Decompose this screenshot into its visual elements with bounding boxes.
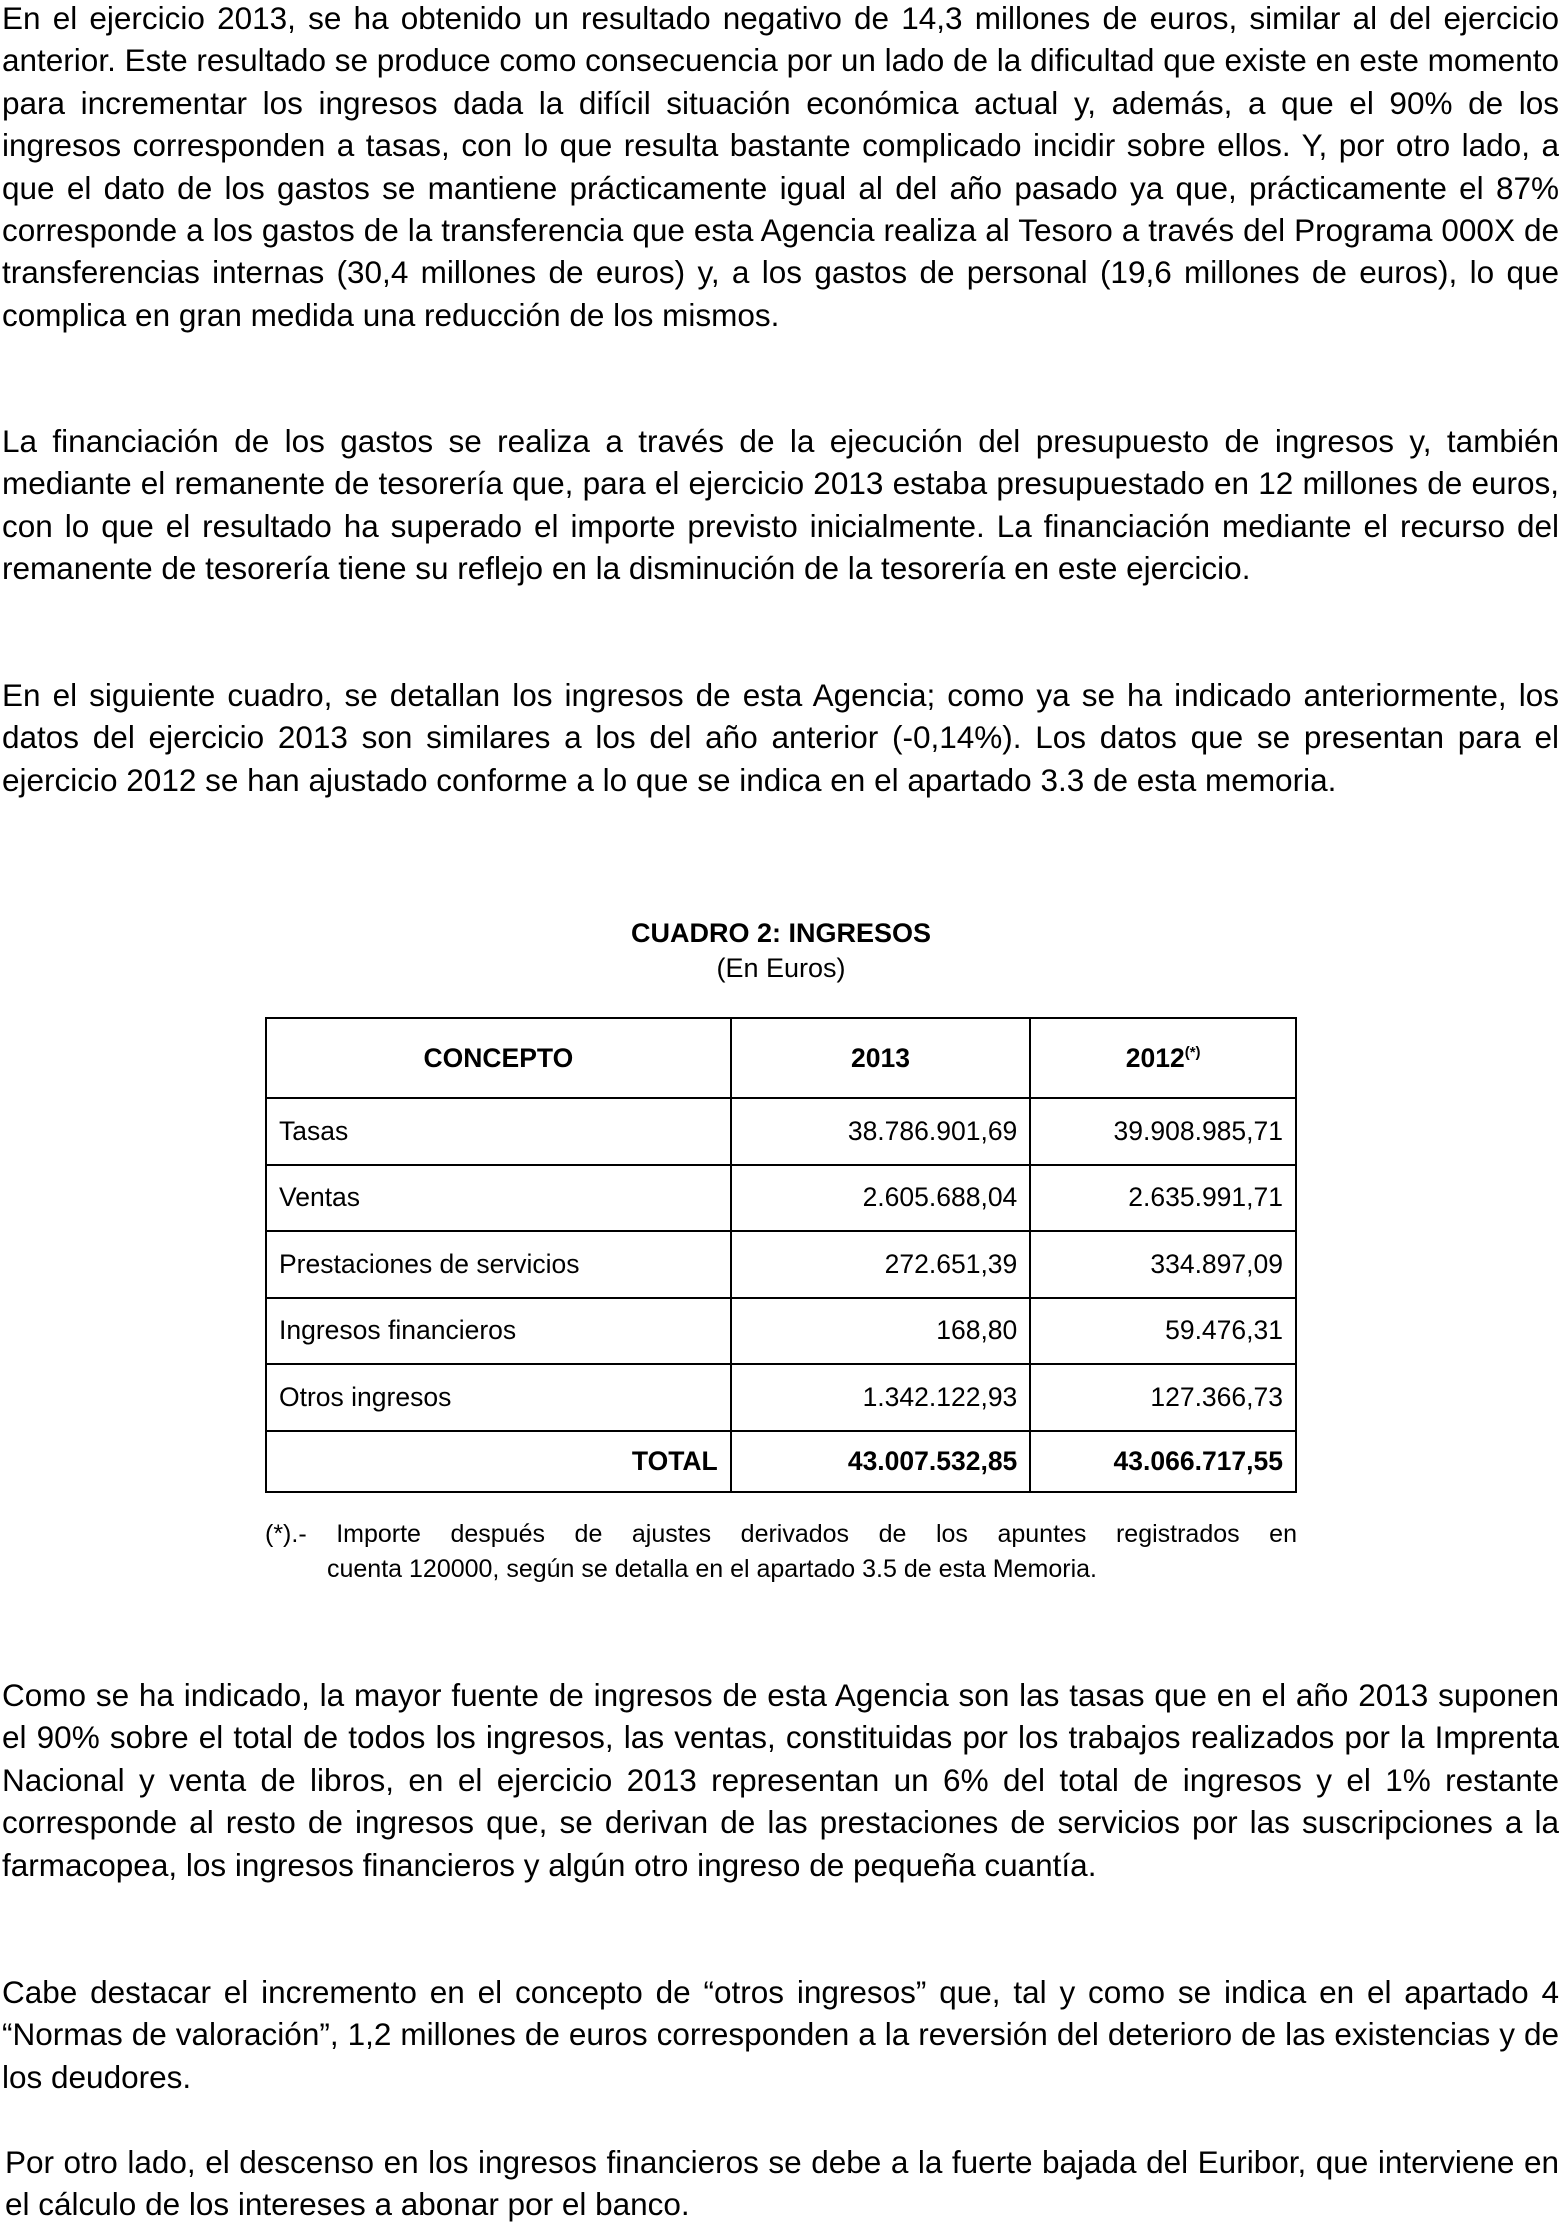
- row-concept: Otros ingresos: [266, 1364, 731, 1431]
- row-value-2012: 39.908.985,71: [1030, 1098, 1296, 1165]
- header-concepto: CONCEPTO: [266, 1018, 731, 1098]
- total-value-2013: 43.007.532,85: [731, 1431, 1031, 1492]
- paragraph-ingresos-financieros: Por otro lado, el descenso en los ingresos financieros se debe a la fuerte bajada del Euribor, que interviene en el cálculo de los intereses a abonar por el banco.: [5, 2144, 1559, 2223]
- paragraph-financiacion: La financiación de los gastos se realiza a través de la ejecución del presupuesto de ingresos y, también mediante el remanente de tesorería que, para el ejercicio 2013 estaba presupuestado en 12 millones de euros, con lo que el resultado ha superado el importe previsto inicialmente. La financiación mediante el recurso del remanente de tesorería tiene su reflejo en la disminución de la tesorería en este ejercicio.: [2, 423, 1559, 587]
- table-footnote: [265, 1517, 1297, 1587]
- table-row: [266, 1098, 1296, 1165]
- table-total-row: [266, 1431, 1296, 1492]
- table-footnote-line2: cuenta 120000, según se detalla en el apartado 3.5 de esta Memoria.: [327, 1555, 1097, 1583]
- row-concept: Ingresos financieros: [266, 1298, 731, 1365]
- row-value-2012: 2.635.991,71: [1030, 1165, 1296, 1232]
- row-value-2013: 38.786.901,69: [731, 1098, 1031, 1165]
- paragraph-otros-ingresos: Cabe destacar el incremento en el concepto de “otros ingresos” que, tal y como se indica en el apartado 4 “Normas de valoración”, 1,2 millones de euros corresponden a la reversión del deterioro de las existencias y de los deudores.: [2, 1974, 1559, 2095]
- row-value-2013: 272.651,39: [731, 1231, 1031, 1298]
- row-value-2013: 1.342.122,93: [731, 1364, 1031, 1431]
- row-value-2012: 334.897,09: [1030, 1231, 1296, 1298]
- row-value-2012: 127.366,73: [1030, 1364, 1296, 1431]
- table-header-row: [266, 1018, 1296, 1098]
- table-subtitle: (En Euros): [716, 953, 846, 983]
- header-2012: [1030, 1018, 1296, 1098]
- table-title: CUADRO 2: INGRESOS: [630, 918, 932, 948]
- header-2012-footnote-mark: (*): [1184, 1043, 1201, 1061]
- paragraph-fuentes-ingresos: Como se ha indicado, la mayor fuente de ingresos de esta Agencia son las tasas que en el año 2013 suponen el 90% sobre el total de todos los ingresos, las ventas, constituidas por los trabajos realizados por la Imprenta Nacional y venta de libros, en el ejercicio 2013 representan un 6% del total de ingresos y el 1% restante corresponde al resto de ingresos que, se derivan de las prestaciones de servicios por las suscripciones a la farmacopea, los ingresos financieros y algún otro ingreso de pequeña cuantía.: [2, 1677, 1559, 1883]
- header-2012-label: 2012: [1125, 1042, 1185, 1073]
- table-footnote-line1: (*).- Importe después de ajustes derivados de los apuntes registrados en: [265, 1520, 1297, 1548]
- table-row: [266, 1298, 1296, 1365]
- row-concept: Tasas: [266, 1098, 731, 1165]
- table-row: [266, 1231, 1296, 1298]
- table-row: [266, 1165, 1296, 1232]
- row-value-2013: 168,80: [731, 1298, 1031, 1365]
- paragraph-resultado: En el ejercicio 2013, se ha obtenido un resultado negativo de 14,3 millones de euros, similar al del ejercicio anterior. Este resultado se produce como consecuencia por un lado de la dificultad que existe en este momento para incrementar los ingresos dada la difícil situación económica actual y, además, a que el 90% de los ingresos corresponden a tasas, con lo que resulta bastante complicado incidir sobre ellos. Y, por otro lado, a que el dato de los gastos se mantiene prácticamente igual al del año pasado ya que, prácticamente el 87% corresponde a los gastos de la transferencia que esta Agencia realiza al Tesoro a través del Programa 000X de transferencias internas (30,4 millones de euros) y, a los gastos de personal (19,6 millones de euros), lo que complica en gran medida una reducción de los mismos.: [2, 0, 1559, 333]
- row-concept: Prestaciones de servicios: [266, 1231, 731, 1298]
- ingresos-table: [265, 1017, 1297, 1493]
- table-row: [266, 1364, 1296, 1431]
- header-2013: 2013: [731, 1018, 1031, 1098]
- total-value-2012: 43.066.717,55: [1030, 1431, 1296, 1492]
- row-value-2013: 2.605.688,04: [731, 1165, 1031, 1232]
- total-label: TOTAL: [266, 1431, 731, 1492]
- row-value-2012: 59.476,31: [1030, 1298, 1296, 1365]
- row-concept: Ventas: [266, 1165, 731, 1232]
- paragraph-cuadro-intro: En el siguiente cuadro, se detallan los ingresos de esta Agencia; como ya se ha indicado anteriormente, los datos del ejercicio 2013 son similares a los del año anterior (-0,14%). Los datos que se presentan para el ejercicio 2012 se han ajustado conforme a lo que se indica en el apartado 3.3 de esta memoria.: [2, 677, 1559, 798]
